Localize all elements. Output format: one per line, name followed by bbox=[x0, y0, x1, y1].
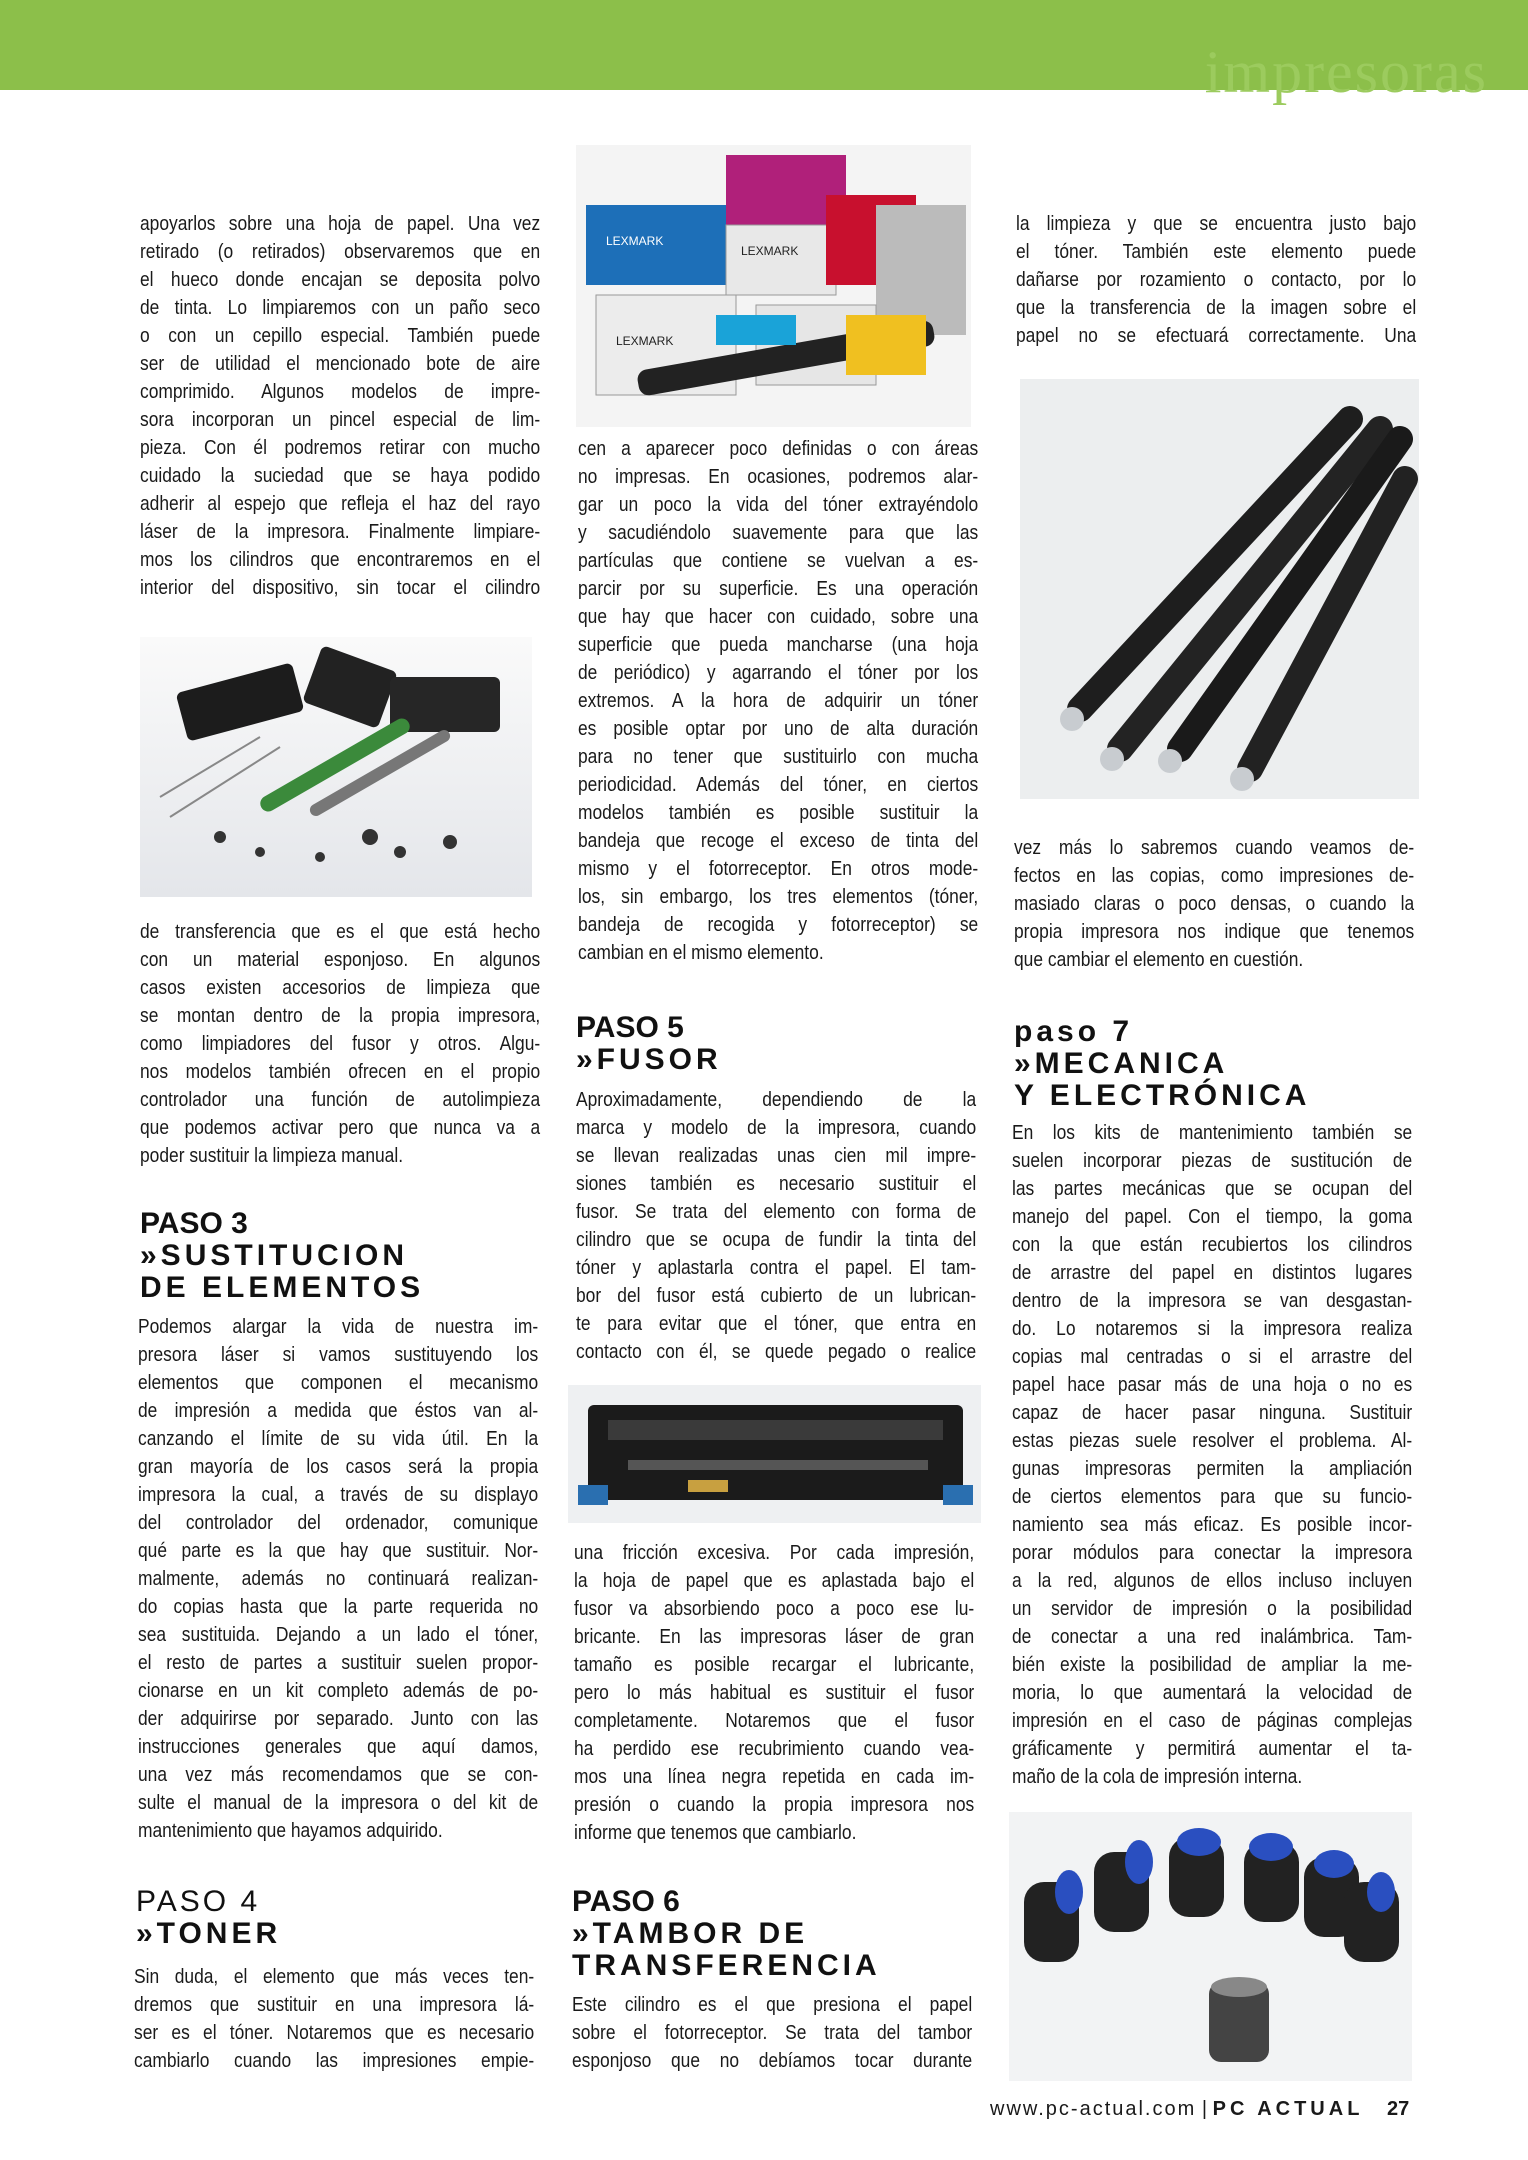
heading-paso-5 bbox=[576, 1012, 996, 1076]
text-line: te para evitar que el tóner, que entra en bbox=[576, 1313, 977, 1335]
footer-brand: PC ACTUAL bbox=[1212, 2098, 1364, 2120]
text-line: pieza. Con él podremos retirar con mucho bbox=[140, 437, 541, 459]
text-line: Aproximadamente, dependiendo de la bbox=[576, 1089, 977, 1111]
text-line: sora incorporan un pincel especial de lim- bbox=[140, 409, 541, 431]
text-line: fectos en las copias, como impresiones de- bbox=[1014, 865, 1415, 887]
text-line: apoyarlos sobre una hoja de papel. Una vez bbox=[140, 213, 541, 235]
text-left-1 bbox=[140, 210, 540, 602]
text-line: el tóner. También este elemento puede bbox=[1016, 241, 1417, 263]
text-line: fusor. Se trata del elemento con forma de bbox=[576, 1201, 977, 1223]
text-line: del controlador del ordenador, comunique bbox=[138, 1512, 539, 1534]
heading-title: »TONER bbox=[136, 1917, 282, 1950]
text-line: ser de utilidad el mencionado bote de aire bbox=[140, 353, 541, 375]
text-line: bandeja de recogida y fotorreceptor) se bbox=[578, 914, 979, 936]
fuser-image bbox=[568, 1385, 981, 1523]
heading-paso-3 bbox=[140, 1208, 560, 1304]
text-line: sobre el fotorreceptor. Se trata del tambor bbox=[572, 2022, 973, 2044]
text-line: siones también es necesario sustituir el bbox=[576, 1173, 977, 1195]
text-line: la limpieza y que se encuentra justo bajo bbox=[1016, 213, 1417, 235]
text-line: los, sin embargo, los tres elementos (tóner, bbox=[578, 886, 979, 908]
text-mid-1 bbox=[578, 435, 978, 967]
text-line: la hoja de papel que es aplastada bajo el bbox=[574, 1570, 975, 1592]
text-line: tóner y aplastarla contra el papel. El tam- bbox=[576, 1257, 977, 1279]
text-left-3 bbox=[138, 1313, 538, 1845]
text-line: porar módulos para conectar la impresora bbox=[1012, 1542, 1413, 1564]
heading-paso-6 bbox=[572, 1886, 992, 1982]
text-left-2 bbox=[140, 918, 540, 1170]
text-line: retirado (o retirados) observaremos que en bbox=[140, 241, 541, 263]
text-line: impresora la cual, a través de su displayo bbox=[138, 1484, 539, 1506]
text-line: o con un cepillo especial. También puede bbox=[140, 325, 541, 347]
text-line: moria, lo que aumentará la velocidad de bbox=[1012, 1682, 1413, 1704]
text-line: ser es el tóner. Notaremos que es necesario bbox=[134, 2022, 535, 2044]
heading-title-cont: TRANSFERENCIA bbox=[572, 1949, 881, 1982]
text-line: de ciertos elementos para que su funcio- bbox=[1012, 1486, 1413, 1508]
toner-box-label: LEXMARK bbox=[606, 234, 664, 248]
text-line: casos existen accesorios de limpieza que bbox=[140, 977, 541, 999]
text-line: canzando el límite de su vida útil. En la bbox=[138, 1428, 539, 1450]
text-line: una vez más recomendamos que se con- bbox=[138, 1764, 539, 1786]
text-line: adherir al espejo que refleja el haz del rayo bbox=[140, 493, 541, 515]
heading-step: PASO 3 bbox=[140, 1207, 248, 1240]
text-line: En los kits de mantenimiento también se bbox=[1012, 1122, 1413, 1144]
heading-step: PASO 5 bbox=[576, 1011, 684, 1044]
text-line: presión o cuando la propia impresora nos bbox=[574, 1794, 975, 1816]
text-line: se montan dentro de la propia impresora, bbox=[140, 1005, 541, 1027]
text-line: papel hace pasar más de una hoja o no es bbox=[1012, 1374, 1413, 1396]
text-line: y sacudiéndolo suavemente para que las bbox=[578, 522, 979, 544]
text-line: a la red, algunos de ellos incluso incluyen bbox=[1012, 1570, 1413, 1592]
rollers-image bbox=[1020, 379, 1419, 799]
text-line: Sin duda, el elemento que más veces ten- bbox=[134, 1966, 535, 1988]
printer-parts-image bbox=[140, 637, 532, 897]
text-line: gráficamente y permitirá aumentar el ta- bbox=[1012, 1738, 1413, 1760]
text-line: copias mal centradas o si el arrastre del bbox=[1012, 1346, 1413, 1368]
heading-title: »FUSOR bbox=[576, 1043, 722, 1076]
toner-boxes-image bbox=[576, 145, 971, 427]
text-line: las partes mecánicas que se ocupan del bbox=[1012, 1178, 1413, 1200]
text-line: cen a aparecer poco definidas o con áreas bbox=[578, 438, 979, 460]
text-line: de tinta. Lo limpiaremos con un paño seco bbox=[140, 297, 541, 319]
page-number: 27 bbox=[1386, 2098, 1410, 2120]
text-line: comprimido. Algunos modelos de impre- bbox=[140, 381, 541, 403]
text-line: der adquirirse por separado. Junto con las bbox=[138, 1708, 539, 1730]
text-line: se llevan realizadas unas cien mil impre- bbox=[576, 1145, 977, 1167]
text-line: de periódico) y agarrando el tóner por los bbox=[578, 662, 979, 684]
text-line: no impresas. En ocasiones, podremos alar- bbox=[578, 466, 979, 488]
text-line: el hueco donde encajan se deposita polvo bbox=[140, 269, 541, 291]
text-line: bandeja que recoge el exceso de tinta del bbox=[578, 830, 979, 852]
heading-title: »TAMBOR DE bbox=[572, 1917, 809, 1950]
text-line: do copias hasta que la parte requerida no bbox=[138, 1596, 539, 1618]
text-line: de transferencia que es el que está hecho bbox=[140, 921, 541, 943]
footer-url[interactable]: www.pc-actual.com bbox=[990, 2098, 1197, 2120]
text-line: de conectar a una red inalámbrica. Tam- bbox=[1012, 1626, 1413, 1648]
text-line: qué parte es la que hay que sustituir. Nor- bbox=[138, 1540, 539, 1562]
text-line: superficie que pueda mancharse (una hoja bbox=[578, 634, 979, 656]
text-line: que cambiar el elemento en cuestión. bbox=[1014, 949, 1304, 971]
text-line: elementos que componen el mecanismo bbox=[138, 1372, 539, 1394]
heading-paso-4 bbox=[136, 1886, 556, 1950]
text-line: gar un poco la vida del tóner extrayéndolo bbox=[578, 494, 979, 516]
page-footer bbox=[990, 2098, 1409, 2121]
text-line: estas piezas suele resolver el problema. Al- bbox=[1012, 1430, 1413, 1452]
text-line: marca y modelo de la impresora, cuando bbox=[576, 1117, 977, 1139]
heading-paso-7 bbox=[1014, 1016, 1434, 1112]
text-line: gran mayoría de los casos será la propia bbox=[138, 1456, 539, 1478]
text-line: poder sustituir la limpieza manual. bbox=[140, 1145, 404, 1167]
text-line: que la transferencia de la imagen sobre el bbox=[1016, 297, 1417, 319]
text-line: suelen incorporar piezas de sustitución de bbox=[1012, 1150, 1413, 1172]
text-right-1 bbox=[1016, 210, 1416, 350]
text-line: para no tener que sustituirlo con mucha bbox=[578, 746, 979, 768]
text-line: malmente, además no continuará realizan- bbox=[138, 1568, 539, 1590]
text-line: es posible optar por uno de alta duración bbox=[578, 718, 979, 740]
footer-separator: | bbox=[1201, 2098, 1208, 2120]
text-mid-2 bbox=[576, 1086, 976, 1366]
text-line: dentro de la impresora se van desgastan- bbox=[1012, 1290, 1413, 1312]
text-line: cambian en el mismo elemento. bbox=[578, 942, 824, 964]
text-line: propia impresora nos indique que tenemos bbox=[1014, 921, 1415, 943]
text-line: con la que están recubiertos los cilindros bbox=[1012, 1234, 1413, 1256]
text-line: namiento sea más eficaz. Es posible incor- bbox=[1012, 1514, 1413, 1536]
text-line: fusor va absorbiendo poco a poco ese lu- bbox=[574, 1598, 975, 1620]
text-line: instrucciones generales que aquí damos, bbox=[138, 1736, 539, 1758]
text-line: tamaño es posible recargar el lubricante, bbox=[574, 1654, 975, 1676]
text-line: contacto con él, se quede pegado o realice bbox=[576, 1341, 977, 1363]
text-left-4 bbox=[134, 1963, 534, 2075]
text-line: cambiarlo cuando las impresiones empie- bbox=[134, 2050, 535, 2072]
text-line: extremos. A la hora de adquirir un tóner bbox=[578, 690, 979, 712]
text-line: mos los cilindros que encontraremos en el bbox=[140, 549, 541, 571]
text-line: manejo del papel. Con el tiempo, la goma bbox=[1012, 1206, 1413, 1228]
text-line: mismo y el fotorreceptor. En otros mode- bbox=[578, 858, 979, 880]
text-line: partículas que contiene se vuelvan a es- bbox=[578, 550, 979, 572]
text-line: controlador una función de autolimpieza bbox=[140, 1089, 541, 1111]
text-line: Podemos alargar la vida de nuestra im- bbox=[138, 1316, 539, 1338]
text-line: cionarse en un kit completo además de po- bbox=[138, 1680, 539, 1702]
text-line: un servidor de impresión o la posibilidad bbox=[1012, 1598, 1413, 1620]
text-line: con un material esponjoso. En algunos bbox=[140, 949, 541, 971]
text-line: esponjoso que no debíamos tocar durante bbox=[572, 2050, 973, 2072]
heading-title: »SUSTITUCION bbox=[140, 1239, 409, 1272]
section-header-bar bbox=[0, 0, 1528, 105]
text-line: pero lo más habitual es sustituir el fusor bbox=[574, 1682, 975, 1704]
text-line: dremos que sustituir en una impresora lá- bbox=[134, 1994, 535, 2016]
toner-box-label: LEXMARK bbox=[741, 244, 799, 258]
heading-step: PASO 6 bbox=[572, 1885, 680, 1918]
text-line: de impresión a medida que éstos van al- bbox=[138, 1400, 539, 1422]
text-line: nos modelos también ofrecen en el propio bbox=[140, 1061, 541, 1083]
text-line: capaz de hacer pasar ninguna. Sustituir bbox=[1012, 1402, 1413, 1424]
text-line: papel no se efectuará correctamente. Una bbox=[1016, 325, 1417, 347]
text-line: que hay que hacer con cuidado, sobre una bbox=[578, 606, 979, 628]
text-line: do. Lo notaremos si la impresora realiza bbox=[1012, 1318, 1413, 1340]
text-line: Este cilindro es el que presiona el papel bbox=[572, 1994, 973, 2016]
text-line: sulte el manual de la impresora o del kit de bbox=[138, 1792, 539, 1814]
text-line: de arrastre del papel en distintos lugares bbox=[1012, 1262, 1413, 1284]
text-line: masiado claras o poco densas, o cuando la bbox=[1014, 893, 1415, 915]
text-line: bricante. En las impresoras láser de gran bbox=[574, 1626, 975, 1648]
text-line: informe que tenemos que cambiarlo. bbox=[574, 1822, 857, 1844]
text-line: cuidado la suciedad que se haya podido bbox=[140, 465, 541, 487]
heading-title-cont: DE ELEMENTOS bbox=[140, 1271, 425, 1304]
text-line: ha perdido ese recubrimiento cuando vea- bbox=[574, 1738, 975, 1760]
text-line: bor del fusor está cubierto de un lubrican- bbox=[576, 1285, 977, 1307]
text-line: vez más lo sabremos cuando veamos de- bbox=[1014, 837, 1415, 859]
text-line: como limpiadores del fusor y otros. Algu- bbox=[140, 1033, 541, 1055]
text-line: impresión en el caso de páginas complejas bbox=[1012, 1710, 1413, 1732]
text-line: modelos también es posible sustituir la bbox=[578, 802, 979, 824]
text-line: interior del dispositivo, sin tocar el cilindro bbox=[140, 577, 541, 599]
text-line: que podemos activar pero que nunca va a bbox=[140, 1117, 541, 1139]
text-right-3 bbox=[1012, 1119, 1412, 1791]
heading-title-cont: Y ELECTRÓNICA bbox=[1014, 1079, 1311, 1112]
text-line: el resto de partes a sustituir suelen propor- bbox=[138, 1652, 539, 1674]
text-line: mantenimiento que hayamos adquirido. bbox=[138, 1820, 443, 1842]
header-ghost-title: impresoras bbox=[1204, 39, 1488, 105]
heading-title: »MECANICA bbox=[1014, 1047, 1229, 1080]
text-line: mos una línea negra repetida en cada im- bbox=[574, 1766, 975, 1788]
text-right-2 bbox=[1014, 834, 1414, 974]
text-mid-3 bbox=[574, 1539, 974, 1847]
text-line: bién existe la posibilidad de ampliar la me- bbox=[1012, 1654, 1413, 1676]
text-line: maño de la cola de impresión interna. bbox=[1012, 1766, 1303, 1788]
text-line: dañarse por rozamiento o contacto, por lo bbox=[1016, 269, 1417, 291]
text-line: una fricción excesiva. Por cada impresión, bbox=[574, 1542, 975, 1564]
heading-step: paso 7 bbox=[1014, 1015, 1134, 1048]
pickup-rollers-image bbox=[1009, 1812, 1412, 2081]
heading-step: PASO 4 bbox=[136, 1885, 261, 1918]
text-line: gunas impresoras permiten la ampliación bbox=[1012, 1458, 1413, 1480]
text-line: cilindro que se ocupa de fundir la tinta del bbox=[576, 1229, 977, 1251]
text-line: láser de la impresora. Finalmente limpiare- bbox=[140, 521, 541, 543]
text-line: presora láser si vamos sustituyendo los bbox=[138, 1344, 539, 1366]
text-line: parcir por su superficie. Es una operación bbox=[578, 578, 979, 600]
text-line: periodicidad. Además del tóner, en ciertos bbox=[578, 774, 979, 796]
text-line: sea sustituida. Dejando a un lado el tóner, bbox=[138, 1624, 539, 1646]
toner-box-label: LEXMARK bbox=[616, 334, 674, 348]
text-line: completamente. Notaremos que el fusor bbox=[574, 1710, 975, 1732]
text-mid-4 bbox=[572, 1991, 972, 2075]
